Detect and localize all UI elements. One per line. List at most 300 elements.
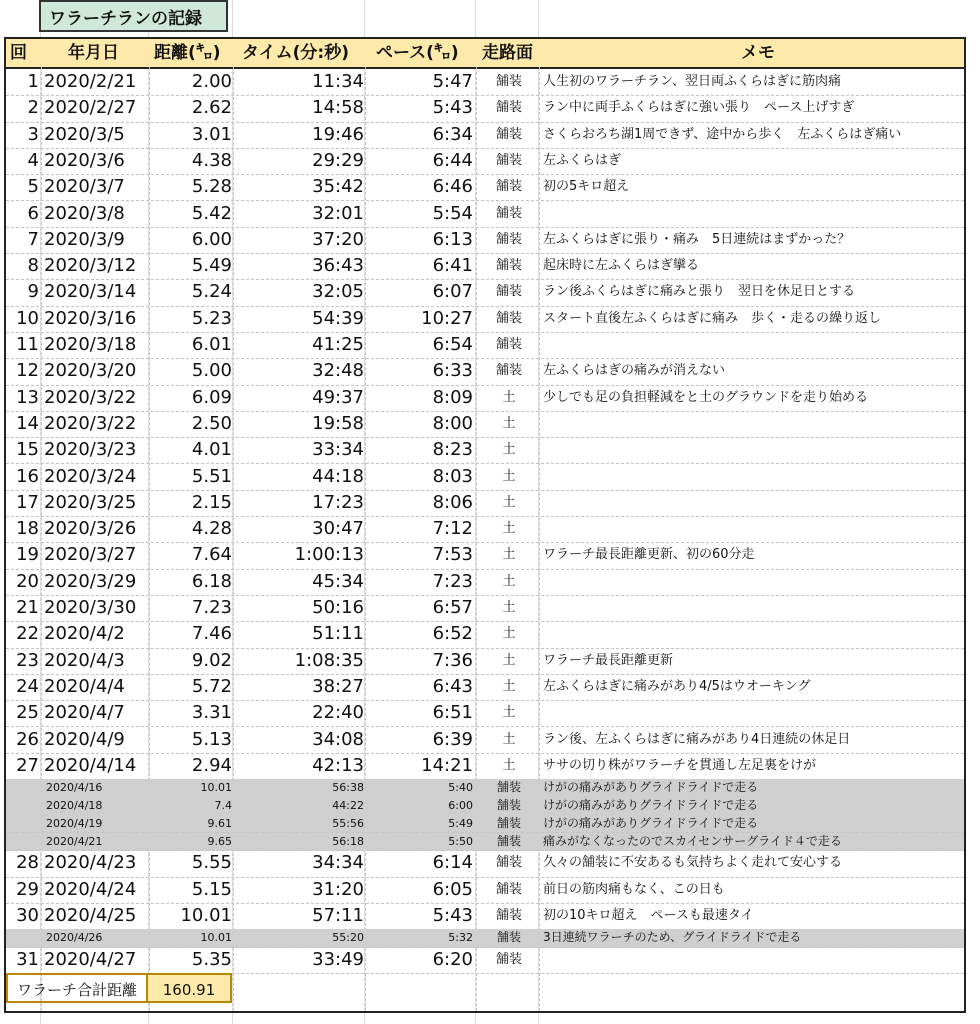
row-distance[interactable]: 4.38 [191,149,232,171]
row-pace[interactable]: 5:47 [432,71,473,92]
row-distance[interactable]: 5.42 [191,202,232,224]
row-date[interactable]: 2020/4/26 [46,931,103,945]
row-surface[interactable]: 舗装 [495,855,522,871]
table-row[interactable] [6,69,964,96]
row-distance[interactable]: 6.01 [191,334,232,355]
row-number[interactable]: 1 [27,71,39,92]
table-row[interactable] [6,227,964,254]
header-time: タイム(分:秒) [242,43,349,63]
row-memo[interactable]: 左ふくらはぎ [543,152,622,168]
row-number[interactable]: 30 [16,904,39,926]
row-pace[interactable]: 5:54 [432,202,473,224]
total-distance-value[interactable]: 160.91 [146,973,232,1003]
row-pace[interactable]: 6:46 [432,176,473,198]
row-memo[interactable]: 左ふくらはぎに張り・痛み 5日連続はまずかった？ [543,231,851,247]
row-memo[interactable]: 前日の筋肉痛もなく、この日も [543,881,725,897]
row-date[interactable]: 2020/3/6 [44,149,125,171]
row-date[interactable]: 2020/3/30 [44,597,137,618]
row-time[interactable]: 33:49 [312,949,364,970]
row-memo[interactable]: ワラーチ最長距離更新 [543,652,674,668]
table-row[interactable] [6,779,964,798]
row-time[interactable]: 44:18 [312,465,364,487]
row-distance[interactable]: 9.65 [207,834,232,848]
table-row[interactable] [6,595,964,622]
row-surface[interactable]: 舗装 [495,907,522,923]
row-time[interactable]: 42:13 [312,754,364,776]
row-pace[interactable]: 8:00 [432,412,473,434]
table-row[interactable] [6,947,964,974]
row-time[interactable]: 14:58 [312,97,364,119]
table-row[interactable] [6,385,964,412]
row-surface[interactable]: 舗装 [495,952,522,967]
table-row[interactable] [6,877,964,904]
row-surface[interactable]: 土 [502,573,516,589]
row-time[interactable]: 32:48 [312,360,364,382]
table-row[interactable] [6,621,964,648]
row-date[interactable]: 2020/3/27 [44,544,137,566]
row-distance[interactable]: 5.72 [191,675,232,697]
row-date[interactable]: 2020/3/7 [44,176,125,198]
row-distance[interactable]: 6.09 [191,386,232,408]
row-number[interactable]: 15 [16,439,39,461]
row-memo[interactable]: けがの痛みがありグライドライドで走る [543,797,759,812]
row-distance[interactable]: 5.00 [191,360,232,382]
row-time[interactable]: 19:58 [312,412,364,434]
row-time[interactable]: 55:56 [332,816,364,830]
row-memo[interactable] [543,490,963,516]
row-time[interactable]: 1:08:35 [294,649,364,671]
row-surface[interactable]: 舗装 [495,231,522,247]
row-pace[interactable]: 6:14 [432,852,473,874]
row-date[interactable]: 2020/3/9 [44,228,125,250]
row-time[interactable]: 33:34 [312,439,364,461]
row-number[interactable] [6,833,39,851]
row-pace[interactable]: 7:53 [432,544,473,566]
table-row[interactable] [6,700,964,727]
row-number[interactable]: 26 [16,728,39,750]
row-number[interactable] [6,815,39,833]
row-surface[interactable]: 土 [502,468,516,484]
table-row[interactable] [6,850,964,877]
row-distance[interactable]: 5.15 [191,878,232,900]
row-number[interactable]: 3 [27,123,39,145]
run-log-table [4,37,966,1013]
row-date[interactable]: 2020/3/12 [44,255,137,277]
row-number[interactable]: 23 [16,649,39,671]
row-surface[interactable]: 土 [502,678,516,694]
row-distance[interactable]: 5.13 [191,728,232,750]
row-time[interactable]: 56:38 [332,781,364,795]
row-date[interactable]: 2020/4/24 [44,878,137,900]
row-number[interactable]: 10 [16,307,39,329]
row-number[interactable]: 9 [27,281,39,303]
row-surface[interactable]: 土 [502,652,516,668]
row-distance[interactable]: 9.02 [191,649,232,671]
row-surface[interactable]: 舗装 [495,152,522,168]
row-surface[interactable]: 土 [502,757,516,773]
row-distance[interactable]: 2.15 [191,491,232,513]
row-number[interactable]: 11 [16,334,39,355]
table-row[interactable] [6,929,964,948]
row-time[interactable]: 45:34 [312,570,364,592]
table-row[interactable] [6,833,964,852]
table-row[interactable] [6,411,964,438]
row-pace[interactable]: 8:06 [432,491,473,513]
row-pace[interactable]: 6:44 [432,149,473,171]
table-row[interactable] [6,437,964,464]
row-surface[interactable]: 舗装 [496,797,521,812]
row-pace[interactable]: 6:51 [432,702,473,724]
row-number[interactable]: 14 [16,412,39,434]
row-surface[interactable]: 舗装 [495,337,522,352]
row-number[interactable]: 2 [27,97,39,119]
row-surface[interactable]: 舗装 [495,179,522,195]
row-time[interactable]: 49:37 [312,386,364,408]
row-pace[interactable]: 7:36 [432,649,473,671]
row-distance[interactable]: 7.46 [191,623,232,645]
table-header [6,39,964,69]
row-number[interactable]: 19 [16,544,39,566]
table-row[interactable] [6,648,964,675]
row-date[interactable]: 2020/4/25 [44,904,137,926]
row-date[interactable]: 2020/4/21 [46,834,103,848]
row-time[interactable]: 55:20 [332,931,364,945]
table-row[interactable] [6,727,964,754]
row-number[interactable]: 21 [16,597,39,618]
row-time[interactable]: 50:16 [312,597,364,618]
row-surface[interactable]: 土 [502,547,516,563]
table-row[interactable] [6,95,964,122]
row-number[interactable]: 6 [27,202,39,224]
row-pace[interactable]: 7:12 [432,518,473,540]
row-date[interactable]: 2020/3/16 [44,307,137,329]
row-date[interactable]: 2020/4/9 [44,728,125,750]
row-pace[interactable]: 6:52 [432,623,473,645]
row-time[interactable]: 37:20 [312,228,364,250]
row-pace[interactable]: 5:32 [448,931,473,945]
row-number[interactable]: 13 [16,386,39,408]
row-date[interactable]: 2020/3/29 [44,570,137,592]
row-distance[interactable]: 5.28 [191,176,232,198]
row-pace[interactable]: 6:43 [432,675,473,697]
row-surface[interactable]: 舗装 [496,930,521,945]
row-time[interactable]: 54:39 [312,307,364,329]
row-surface[interactable]: 舗装 [495,205,522,221]
row-memo[interactable]: 左ふくらはぎの痛みが消えない [543,363,726,379]
table-row[interactable] [6,253,964,280]
row-distance[interactable]: 9.61 [207,816,232,830]
row-distance[interactable]: 4.28 [191,518,232,540]
row-distance[interactable]: 5.24 [191,281,232,303]
row-memo[interactable] [543,464,963,490]
row-distance[interactable]: 3.01 [191,123,232,145]
row-memo[interactable]: 起床時に左ふくらはぎ攣る [543,258,700,274]
row-memo[interactable] [543,411,963,437]
row-distance[interactable]: 5.49 [191,255,232,277]
row-pace[interactable]: 5:43 [432,904,473,926]
row-date[interactable]: 2020/4/19 [46,816,103,830]
row-number[interactable] [6,797,39,815]
row-distance[interactable]: 7.4 [214,798,232,812]
row-number[interactable]: 18 [16,518,39,540]
table-row[interactable] [6,358,964,385]
row-date[interactable]: 2020/4/2 [44,623,125,645]
row-memo[interactable] [543,437,963,463]
row-number[interactable]: 28 [16,852,39,874]
row-date[interactable]: 2020/3/14 [44,281,137,303]
row-time[interactable]: 34:34 [312,852,364,874]
table-row[interactable] [6,797,964,816]
row-memo[interactable]: ワラーチ最長距離更新、初の60分走 [543,547,755,563]
row-surface[interactable]: 舗装 [495,284,522,300]
row-time[interactable]: 38:27 [312,675,364,697]
row-memo[interactable]: 少しでも足の負担軽減をと土のグラウンドを走り始める [543,389,869,405]
row-number[interactable]: 24 [16,675,39,697]
row-number[interactable]: 5 [27,176,39,198]
row-pace[interactable]: 6:13 [432,228,473,250]
row-date[interactable]: 2020/4/3 [44,649,125,671]
row-number[interactable]: 4 [27,149,39,171]
row-surface[interactable]: 土 [502,389,516,405]
row-memo[interactable]: けがの痛みがありグライドライドで走る [543,815,759,830]
table-row[interactable] [6,174,964,201]
table-row[interactable] [6,332,964,359]
row-surface[interactable]: 土 [502,600,516,615]
row-surface[interactable]: 土 [502,442,516,458]
row-number[interactable]: 12 [16,360,39,382]
row-surface[interactable]: 舗装 [496,780,521,795]
row-number[interactable]: 8 [27,255,39,277]
row-memo[interactable]: けがの痛みがありグライドライドで走る [543,780,759,795]
table-row[interactable] [6,903,964,930]
row-time[interactable]: 30:47 [312,518,364,540]
row-pace[interactable]: 8:23 [432,439,473,461]
row-distance[interactable]: 10.01 [200,931,232,945]
row-date[interactable]: 2020/3/23 [44,439,137,461]
row-date[interactable]: 2020/3/24 [44,465,137,487]
row-memo[interactable]: 初の10キロ超え ペースも最速タイ [543,907,754,923]
row-memo[interactable]: 初の5キロ超え [543,179,630,195]
row-date[interactable]: 2020/3/20 [44,360,137,382]
table-row[interactable] [6,122,964,149]
row-pace[interactable]: 6:34 [432,123,473,145]
row-time[interactable]: 57:11 [312,904,364,926]
row-time[interactable]: 44:22 [332,798,364,812]
row-time[interactable]: 56:18 [332,834,364,848]
table-row[interactable] [6,815,964,834]
row-surface[interactable]: 舗装 [495,258,522,274]
row-surface[interactable]: 舗装 [496,815,521,830]
row-time[interactable]: 32:05 [312,281,364,303]
row-memo[interactable] [543,595,963,621]
row-number[interactable]: 27 [16,754,39,776]
row-distance[interactable]: 6.18 [191,570,232,592]
header-no: 回 [10,43,27,63]
row-memo[interactable]: 3日連続ワラーチのため、グライドライドで走る [543,930,802,945]
row-surface[interactable]: 土 [502,494,516,510]
row-surface[interactable]: 舗装 [495,363,522,379]
row-date[interactable]: 2020/3/18 [44,334,137,355]
row-surface[interactable]: 舗装 [495,126,522,142]
row-pace[interactable]: 6:20 [432,949,473,970]
table-row[interactable] [6,674,964,701]
row-memo[interactable]: 人生初のワラーチラン、翌日両ふくらはぎに筋肉痛 [543,74,841,89]
row-number[interactable]: 7 [27,228,39,250]
row-surface[interactable]: 土 [502,415,516,431]
row-memo[interactable] [543,569,963,595]
row-date[interactable]: 2020/3/26 [44,518,137,540]
row-number[interactable]: 29 [16,878,39,900]
row-time[interactable]: 19:46 [312,123,364,145]
row-pace[interactable]: 6:54 [432,334,473,355]
row-number[interactable]: 17 [16,491,39,513]
row-pace[interactable]: 6:57 [432,597,473,618]
row-memo[interactable]: ラン後、左ふくらはぎに痛みがあり4日連続の休足日 [543,731,851,747]
row-date[interactable]: 2020/4/27 [44,949,137,970]
row-date[interactable]: 2020/3/25 [44,491,137,513]
row-distance[interactable]: 2.94 [191,754,232,776]
row-memo[interactable] [543,201,963,227]
row-date[interactable]: 2020/3/5 [44,123,125,145]
row-surface[interactable]: 土 [502,626,516,642]
row-memo[interactable]: さくらおろち湖1周できず、途中から歩く 左ふくらはぎ痛い [543,126,902,142]
total-label: ワラーチ合計距離 [6,973,146,1003]
row-distance[interactable]: 7.64 [191,544,232,566]
row-date[interactable]: 2020/3/22 [44,412,137,434]
row-memo[interactable] [543,621,963,647]
row-date[interactable]: 2020/3/8 [44,202,125,224]
row-time[interactable]: 22:40 [312,702,364,724]
table-row[interactable] [6,306,964,333]
row-distance[interactable]: 2.50 [191,412,232,434]
row-memo[interactable]: ラン中に両手ふくらはぎに強い張り ペース上げすぎ [543,100,855,116]
row-pace[interactable]: 14:21 [421,754,473,776]
row-distance[interactable]: 7.23 [191,597,232,618]
row-number[interactable] [6,929,39,947]
row-date[interactable]: 2020/4/18 [46,798,103,812]
row-pace[interactable]: 5:43 [432,97,473,119]
row-time[interactable]: 17:23 [312,491,364,513]
row-memo[interactable]: 久々の舗装に不安あるも気持ちよく走れて安心する [543,855,843,871]
table-row[interactable] [6,542,964,569]
header-distance: 距離(㌔) [154,43,221,63]
row-memo[interactable] [543,947,963,973]
row-distance[interactable]: 6.00 [191,228,232,250]
row-surface[interactable]: 舗装 [495,881,522,897]
table-row[interactable] [6,516,964,543]
row-memo[interactable]: 左ふくらはぎに痛みがあり4/5はウオーキング [543,678,811,694]
row-surface[interactable]: 土 [502,521,516,537]
table-row[interactable] [6,490,964,517]
row-time[interactable]: 35:42 [312,176,364,198]
row-pace[interactable]: 7:23 [432,570,473,592]
table-row[interactable] [6,753,964,780]
row-memo[interactable]: 痛みがなくなったのでスカイセンサーグライド４で走る [543,833,842,848]
row-distance[interactable]: 2.62 [191,97,232,119]
row-date[interactable]: 2020/4/7 [44,702,125,724]
row-pace[interactable]: 6:05 [432,878,473,900]
row-memo[interactable] [543,516,963,542]
row-time[interactable]: 1:00:13 [294,544,364,566]
row-pace[interactable]: 6:39 [432,728,473,750]
row-date[interactable]: 2020/2/27 [44,97,137,119]
row-pace[interactable]: 5:49 [448,816,473,830]
row-distance[interactable]: 2.00 [191,71,232,92]
row-distance[interactable]: 4.01 [191,439,232,461]
row-pace[interactable]: 8:03 [432,465,473,487]
row-number[interactable]: 31 [16,949,39,970]
row-date[interactable]: 2020/2/21 [44,71,137,92]
row-distance[interactable]: 5.35 [191,949,232,970]
row-distance[interactable]: 5.55 [191,852,232,874]
header-pace: ペース(㌔) [376,43,459,63]
table-row[interactable] [6,569,964,596]
row-distance[interactable]: 10.01 [180,904,232,926]
row-pace[interactable]: 5:40 [448,781,473,795]
table-row[interactable] [6,201,964,228]
row-date[interactable]: 2020/4/16 [46,781,103,795]
row-distance[interactable]: 5.51 [191,465,232,487]
header-surface: 走路面 [482,43,533,63]
row-date[interactable]: 2020/4/4 [44,675,125,697]
table-row[interactable] [6,464,964,491]
row-date[interactable]: 2020/4/14 [44,754,137,776]
row-pace[interactable]: 6:41 [432,255,473,277]
row-surface[interactable]: 土 [502,705,516,721]
row-memo[interactable]: ラン後ふくらはぎに痛みと張り 翌日を休足日とする [543,284,856,300]
row-pace[interactable]: 5:50 [448,834,473,848]
row-surface[interactable]: 舗装 [495,74,522,89]
row-pace[interactable]: 6:00 [448,798,473,812]
row-date[interactable]: 2020/4/23 [44,852,137,874]
row-surface[interactable]: 舗装 [495,310,522,326]
row-time[interactable]: 34:08 [312,728,364,750]
row-pace[interactable]: 10:27 [421,307,473,329]
row-time[interactable]: 36:43 [312,255,364,277]
row-time[interactable]: 11:34 [312,71,364,92]
row-time[interactable]: 32:01 [312,202,364,224]
row-memo[interactable] [543,700,963,726]
row-distance[interactable]: 3.31 [191,702,232,724]
row-number[interactable]: 22 [16,623,39,645]
table-row[interactable] [6,279,964,306]
row-pace[interactable]: 6:33 [432,360,473,382]
row-time[interactable]: 29:29 [312,149,364,171]
row-time[interactable]: 31:20 [312,878,364,900]
row-memo[interactable] [543,332,963,358]
table-row[interactable] [6,148,964,175]
row-number[interactable]: 20 [16,570,39,592]
row-time[interactable]: 41:25 [312,334,364,355]
row-surface[interactable]: 舗装 [496,833,521,848]
row-pace[interactable]: 8:09 [432,386,473,408]
row-surface[interactable]: 舗装 [495,100,522,116]
row-time[interactable]: 51:11 [312,623,364,645]
row-memo[interactable]: ササの切り株がワラーチを貫通し左足裏をけが [543,757,817,773]
header-date: 年月日 [68,43,119,63]
row-pace[interactable]: 6:07 [432,281,473,303]
row-surface[interactable]: 土 [502,731,516,747]
row-number[interactable]: 25 [16,702,39,724]
row-memo[interactable]: スタート直後左ふくらはぎに痛み 歩く・走るの繰り返し [543,310,882,326]
row-number[interactable] [6,779,39,797]
sheet-title: ワラーチランの記録 [39,0,228,32]
row-date[interactable]: 2020/3/22 [44,386,137,408]
row-number[interactable]: 16 [16,465,39,487]
total-row [6,973,964,1013]
row-distance[interactable]: 10.01 [200,781,232,795]
row-distance[interactable]: 5.23 [191,307,232,329]
